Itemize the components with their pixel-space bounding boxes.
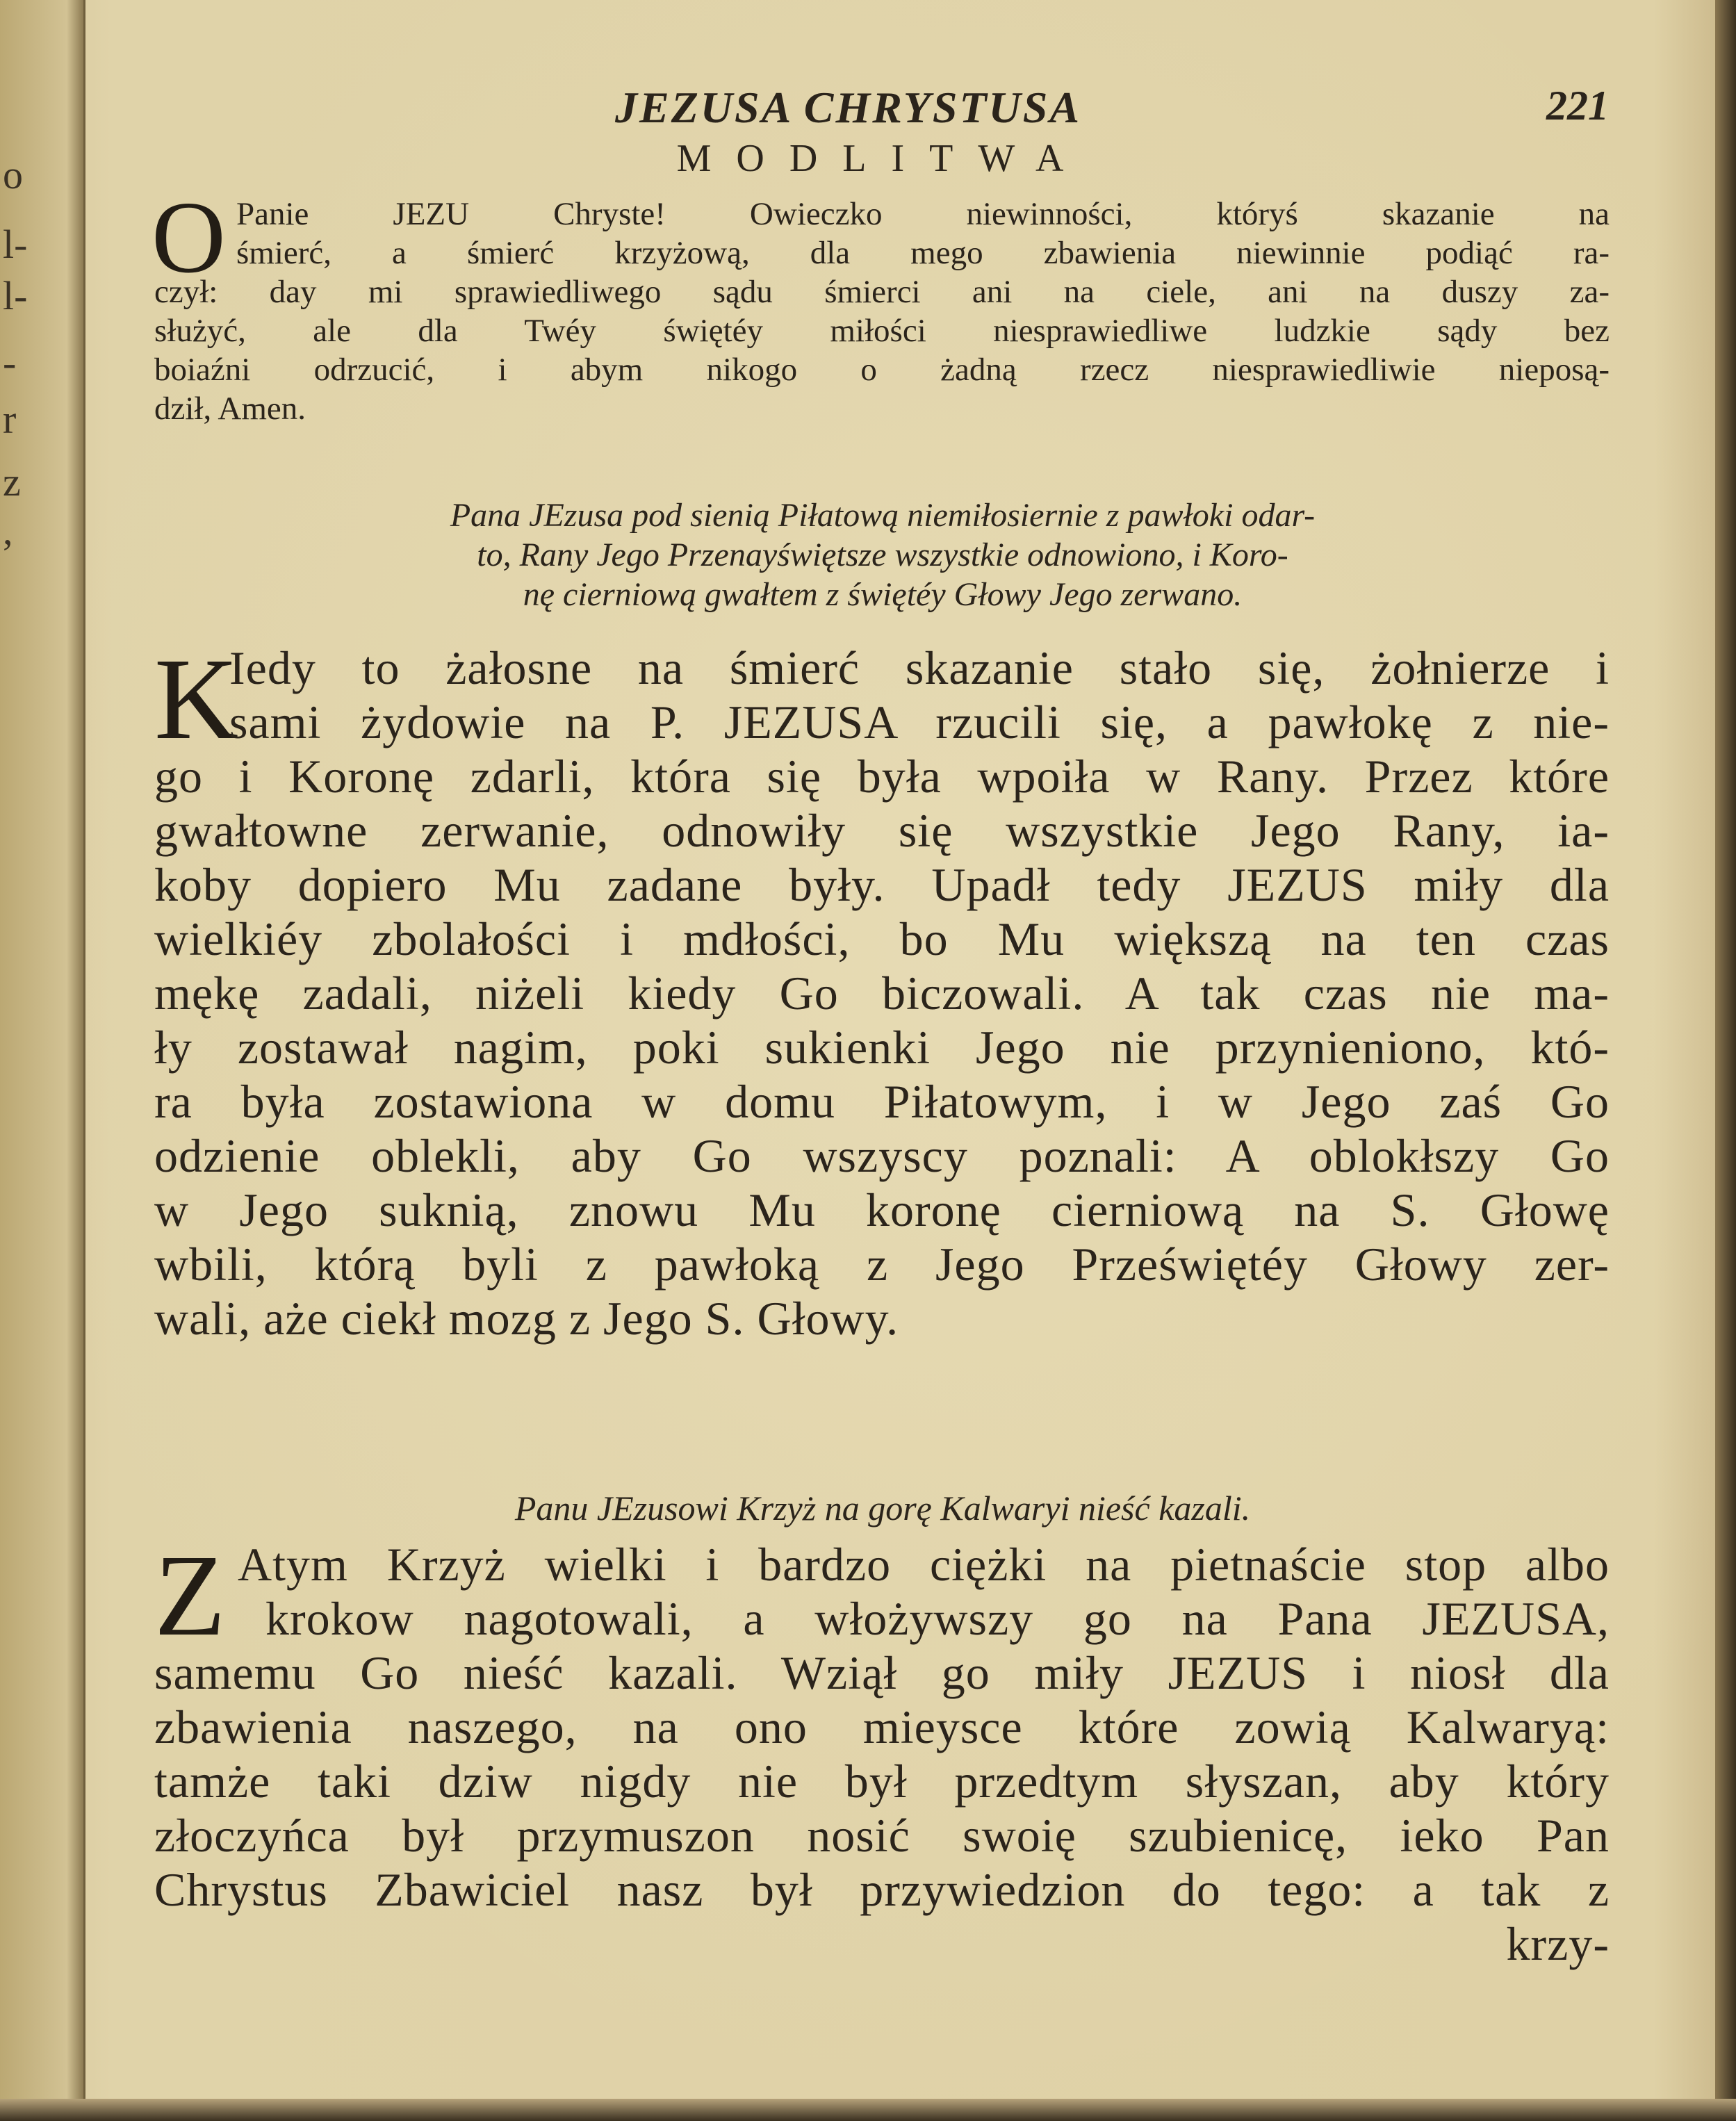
text-line: służyć, ale dla Twéy świętéy miłości niesprawiedliwe ludzkie sądy bez <box>154 313 1610 349</box>
text-line: go i Koronę zdarli, która się była wpoiła w Rany. Przez które <box>154 750 1610 803</box>
title-line: Pana JEzusa pod sienią Piłatową niemiłosiernie z pawłoki odar- <box>450 497 1316 534</box>
prev-page-fragment: r <box>3 397 17 442</box>
text-line: śmierć, a śmierć krzyżową, dla mego zbawienia niewinnie podiąć ra- <box>236 235 1610 271</box>
text-line: ły zostawał nagim, poki sukienki Jego nie przynieniono, któ- <box>154 1021 1610 1074</box>
text-line: zbawienia naszego, na ono mieysce które zowią Kalwaryą: <box>154 1701 1610 1753</box>
text-line: odzienie oblekli, aby Go wszyscy poznali: A oblokłszy Go <box>154 1129 1610 1182</box>
prev-page-fragment: z <box>3 459 21 505</box>
text-line: Atym Krzyż wielki i bardzo ciężki na pietnaście stop albo <box>238 1538 1610 1591</box>
dropcap-o: O <box>152 181 226 295</box>
text-line: sami żydowie na P. JEZUSA rzucili się, a pawłokę z nie- <box>229 696 1610 748</box>
text-line: tamże taki dziw nigdy nie był przedtym słyszan, aby który <box>154 1755 1610 1808</box>
page-bottom-edge <box>0 2099 1736 2121</box>
prev-page-fragment: , <box>3 508 13 553</box>
prev-page-fragment: o <box>3 152 23 197</box>
text-line: Iedy to żałosne na śmierć skazanie stało się, żołnierze i <box>229 641 1610 694</box>
prev-page-fragment: l- <box>3 222 28 267</box>
running-head <box>156 82 1609 138</box>
page-number: 221 <box>1546 83 1609 129</box>
text-line: Chrystus Zbawiciel nasz był przywiedzion do tego: a tak z <box>154 1863 1610 1916</box>
text-line: Panie JEZU Chryste! Owieczko niewinności, któryś skazanie na <box>236 196 1610 232</box>
text-line: dził, Amen. <box>154 391 306 427</box>
dropcap-z: Z <box>154 1531 226 1660</box>
section1-paragraph <box>154 634 1610 1345</box>
prev-page-fragment: - <box>3 340 17 385</box>
prev-page-fragment: l- <box>3 273 28 318</box>
text-line: mękę zadali, niżeli kiedy Go biczowali. A tak czas nie ma- <box>154 967 1610 1019</box>
page-right-edge <box>1715 0 1736 2121</box>
catchword: krzy- <box>1506 1917 1610 1970</box>
prayer-paragraph <box>154 195 1610 428</box>
title-line: to, Rany Jego Przenayświętsze wszystkie odnowiono, i Koro- <box>477 537 1288 573</box>
text-line: boiaźni odrzucić, i abym nikogo o żadną rzecz niesprawiedliwie nieposą- <box>154 352 1610 388</box>
running-title: JEZUSA CHRYSTUSA <box>615 83 1082 132</box>
text-line: wielkiéy zbolałości i mdłości, bo Mu większą na ten czas <box>154 912 1610 965</box>
text-line: w Jego suknią, znowu Mu koronę cierniową na S. Głowę <box>154 1184 1610 1236</box>
text-line: gwałtowne zerwanie, odnowiły się wszystkie Jego Rany, ia- <box>154 804 1610 857</box>
text-line: krokow nagotowali, a włożywszy go na Pana JEZUSA, <box>265 1592 1610 1645</box>
section-title <box>229 496 1536 614</box>
text-line: złoczyńca był przymuszon nosić swoię szubienicę, ieko Pan <box>154 1809 1610 1862</box>
text-line: koby dopiero Mu zadane były. Upadł tedy JEZUS miły dla <box>154 858 1610 911</box>
previous-page-edge <box>0 0 85 2121</box>
text-line: samemu Go nieść kazali. Wziął go miły JEZUS i niosł dla <box>154 1646 1610 1699</box>
text-line: ra była zostawiona w domu Piłatowym, i w Jego zaś Go <box>154 1075 1610 1128</box>
dropcap-k: K <box>154 634 239 764</box>
text-line: wbili, którą byli z pawłoką z Jego Przeświętéy Głowy zer- <box>154 1238 1610 1291</box>
title-line: Panu JEzusowi Krzyż na gorę Kalwaryi nieść kazali. <box>514 1489 1251 1528</box>
section-heading: MODLITWA <box>676 137 1089 180</box>
title-line: nę cierniową gwałtem z świętéy Głowy Jego zerwano. <box>523 576 1243 613</box>
text-line: czył: day mi sprawiedliwego sądu śmierci ani na ciele, ani na duszy za- <box>154 274 1610 310</box>
section2-paragraph <box>154 1531 1610 1971</box>
section-title <box>229 1487 1536 1529</box>
text-line: wali, aże ciekł mozg z Jego S. Głowy. <box>154 1292 899 1345</box>
